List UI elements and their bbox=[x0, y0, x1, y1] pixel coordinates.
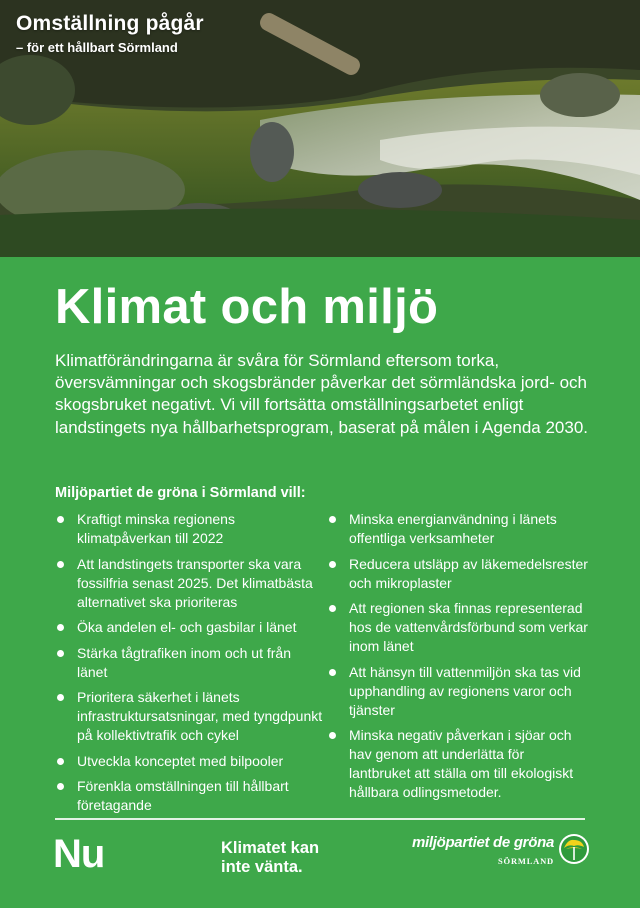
party-region: SÖRMLAND bbox=[498, 856, 554, 866]
hero-photo-stream bbox=[0, 0, 640, 257]
party-logo bbox=[410, 834, 590, 876]
list-item: Prioritera säkerhet i länets infrastruktursatsningar, med tyngdpunkt på kollektivtrafik och cykel bbox=[55, 688, 325, 745]
nu-logo: Nu bbox=[53, 832, 105, 876]
list-item: Stärka tågtrafiken inom och ut från länet bbox=[55, 644, 325, 682]
dandelion-icon bbox=[558, 833, 590, 865]
page-title: Klimat och miljö bbox=[55, 280, 439, 334]
list-item: Minska negativ påverkan i sjöar och hav genom att underlätta för lantbruket att ställa om till ekologiskt hållbara odlingsmetoder. bbox=[327, 726, 589, 802]
footer-divider bbox=[55, 818, 585, 820]
stream-illustration bbox=[0, 0, 640, 257]
list-item: Minska energianvändning i länets offentliga verksamheter bbox=[327, 510, 589, 548]
tagline bbox=[221, 839, 319, 877]
tagline-line2: inte vänta. bbox=[221, 858, 303, 876]
list-item: Reducera utsläpp av läkemedelsrester och mikroplaster bbox=[327, 555, 589, 593]
list-item: Kraftigt minska regionens klimatpåverkan till 2022 bbox=[55, 510, 325, 548]
list-item: Att hänsyn till vattenmiljön ska tas vid upphandling av regionens varor och tjänster bbox=[327, 663, 589, 720]
list-item: Att regionen ska finnas representerad hos de vattenvårdsförbund som verkar inom länet bbox=[327, 599, 589, 656]
right-bullet-list bbox=[327, 510, 589, 809]
list-item: Förenkla omställningen till hållbart företagande bbox=[55, 777, 325, 815]
list-item: Utveckla konceptet med bilpooler bbox=[55, 752, 325, 771]
hero-title: Omställning pågår bbox=[16, 12, 204, 35]
hero-subtitle: – för ett hållbart Sörmland bbox=[16, 40, 178, 55]
intro-paragraph: Klimatförändringarna är svåra för Sörmland eftersom torka, översvämningar och skogsbränder påverkar det sörmländska jord- och skogsbruket negativt. Vi vill fortsätta omställningsarbetet enligt landstingets nya hållbarhetsprogram, baserat på målen i Agenda 2030. bbox=[55, 351, 589, 437]
list-heading: Miljöpartiet de gröna i Sörmland vill: bbox=[55, 485, 306, 501]
left-bullet-list bbox=[55, 510, 325, 822]
list-item: Öka andelen el- och gasbilar i länet bbox=[55, 618, 325, 637]
party-name: miljöpartiet de gröna bbox=[411, 834, 554, 851]
list-item: Att landstingets transporter ska vara fossilfria senast 2025. Det klimatbästa alternativet ska prioriteras bbox=[55, 555, 325, 612]
tagline-line1: Klimatet kan bbox=[221, 839, 320, 857]
